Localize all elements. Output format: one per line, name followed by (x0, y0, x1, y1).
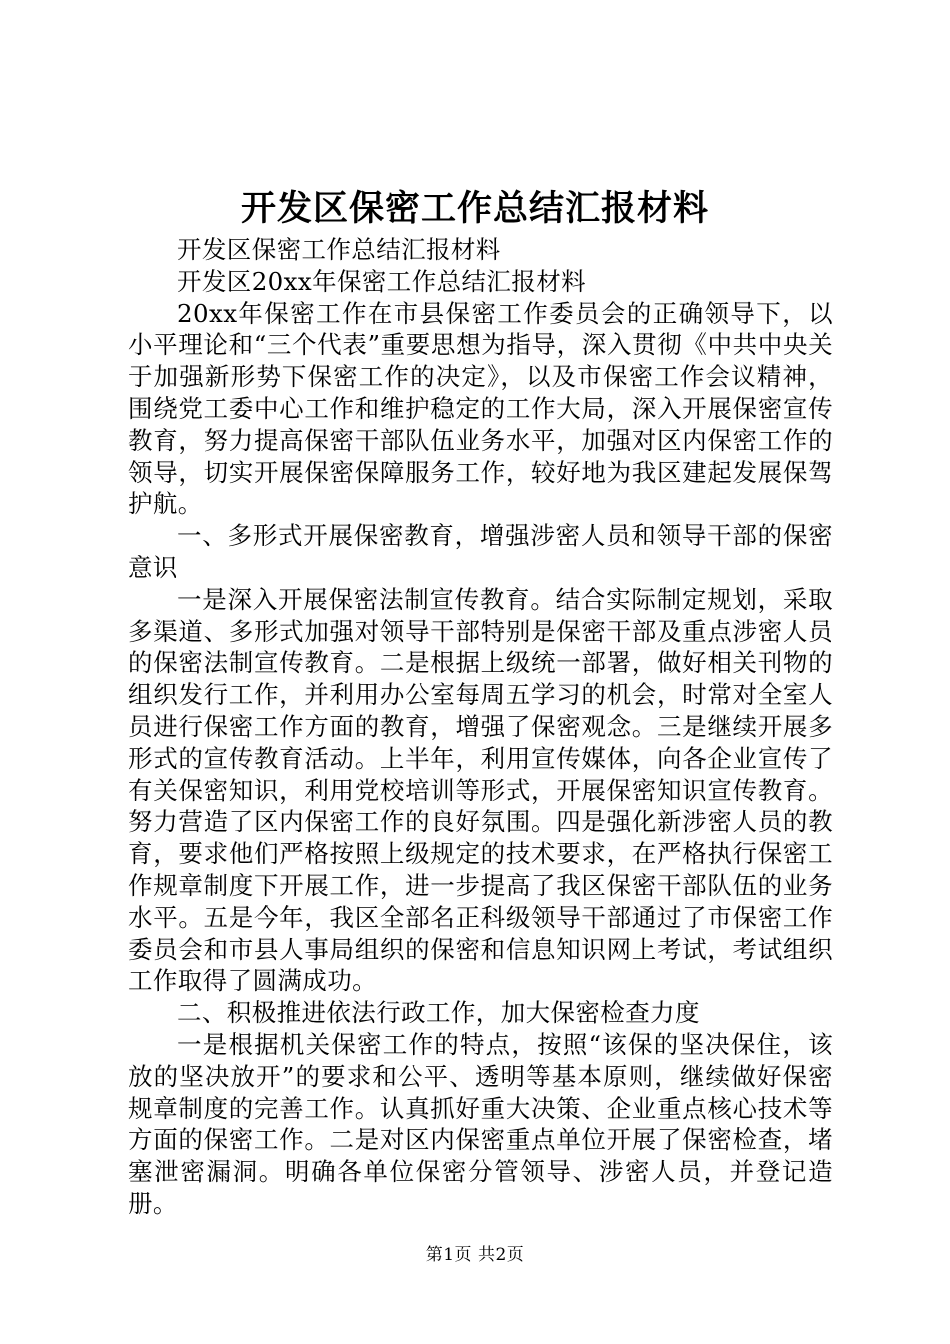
paragraph-subtitle: 开发区保密工作总结汇报材料 (177, 235, 501, 264)
paragraph-year-title: 开发区20xx年保密工作总结汇报材料 (177, 266, 587, 296)
section-heading-2: 二、积极推进依法行政工作，加大保密检查力度 (177, 998, 700, 1028)
document-title: 开发区保密工作总结汇报材料 (240, 188, 709, 229)
document-body (128, 234, 833, 1220)
paragraph-section-2: 一是根据机关保密工作的特点，按照“该保的坚决保住，该放的坚决放开”的要求和公平、透明等基本原则，继续做好保密规章制度的完善工作。认真抓好重大决策、企业重点核心技术等方面的保密工作。二是对区内保密重点单位开展了保密检查，堵塞泄密漏洞。明确各单位保密分管领导、涉密人员，并登记造册。 (128, 1029, 833, 1218)
page-number-footer: 第1页 共2页 (425, 1245, 525, 1265)
paragraph-section-1: 一是深入开展保密法制宣传教育。结合实际制定规划，采取多渠道、多形式加强对领导干部特别是保密干部及重点涉密人员的保密法制宣传教育。二是根据上级统一部署，做好相关刊物的组织发行工作，并利用办公室每周五学习的机会，时常对全室人员进行保密工作方面的教育，增强了保密观念。三是继续开展多形式的宣传教育活动。上半年，利用宣传媒体，向各企业宣传了有关保密知识，利用党校培训等形式，开展保密知识宣传教育。努力营造了区内保密工作的良好氛围。四是强化新涉密人员的教育，要求他们严格按照上级规定的技术要求，在严格执行保密工作规章制度下开展工作，进一步提高了我区保密干部队伍的业务水平。五是今年，我区全部名正科级领导干部通过了市保密工作委员会和市县人事局组织的保密和信息知识网上考试，考试组织工作取得了圆满成功。 (128, 584, 833, 996)
section-heading-1: 一、多形式开展保密教育，增强涉密人员和领导干部的保密意识 (128, 521, 833, 582)
paragraph-intro: 20xx年保密工作在市县保密工作委员会的正确领导下，以小平理论和“三个代表”重要思想为指导，深入贯彻《中共中央关于加强新形势下保密工作的决定》，以及市保密工作会议精神，围绕党工委中心工作和维护稳定的工作大局，深入开展保密宣传教育，努力提高保密干部队伍业务水平，加强对区内保密工作的领导，切实开展保密保障服务工作，较好地为我区建起发展保驾护航。 (128, 298, 833, 519)
